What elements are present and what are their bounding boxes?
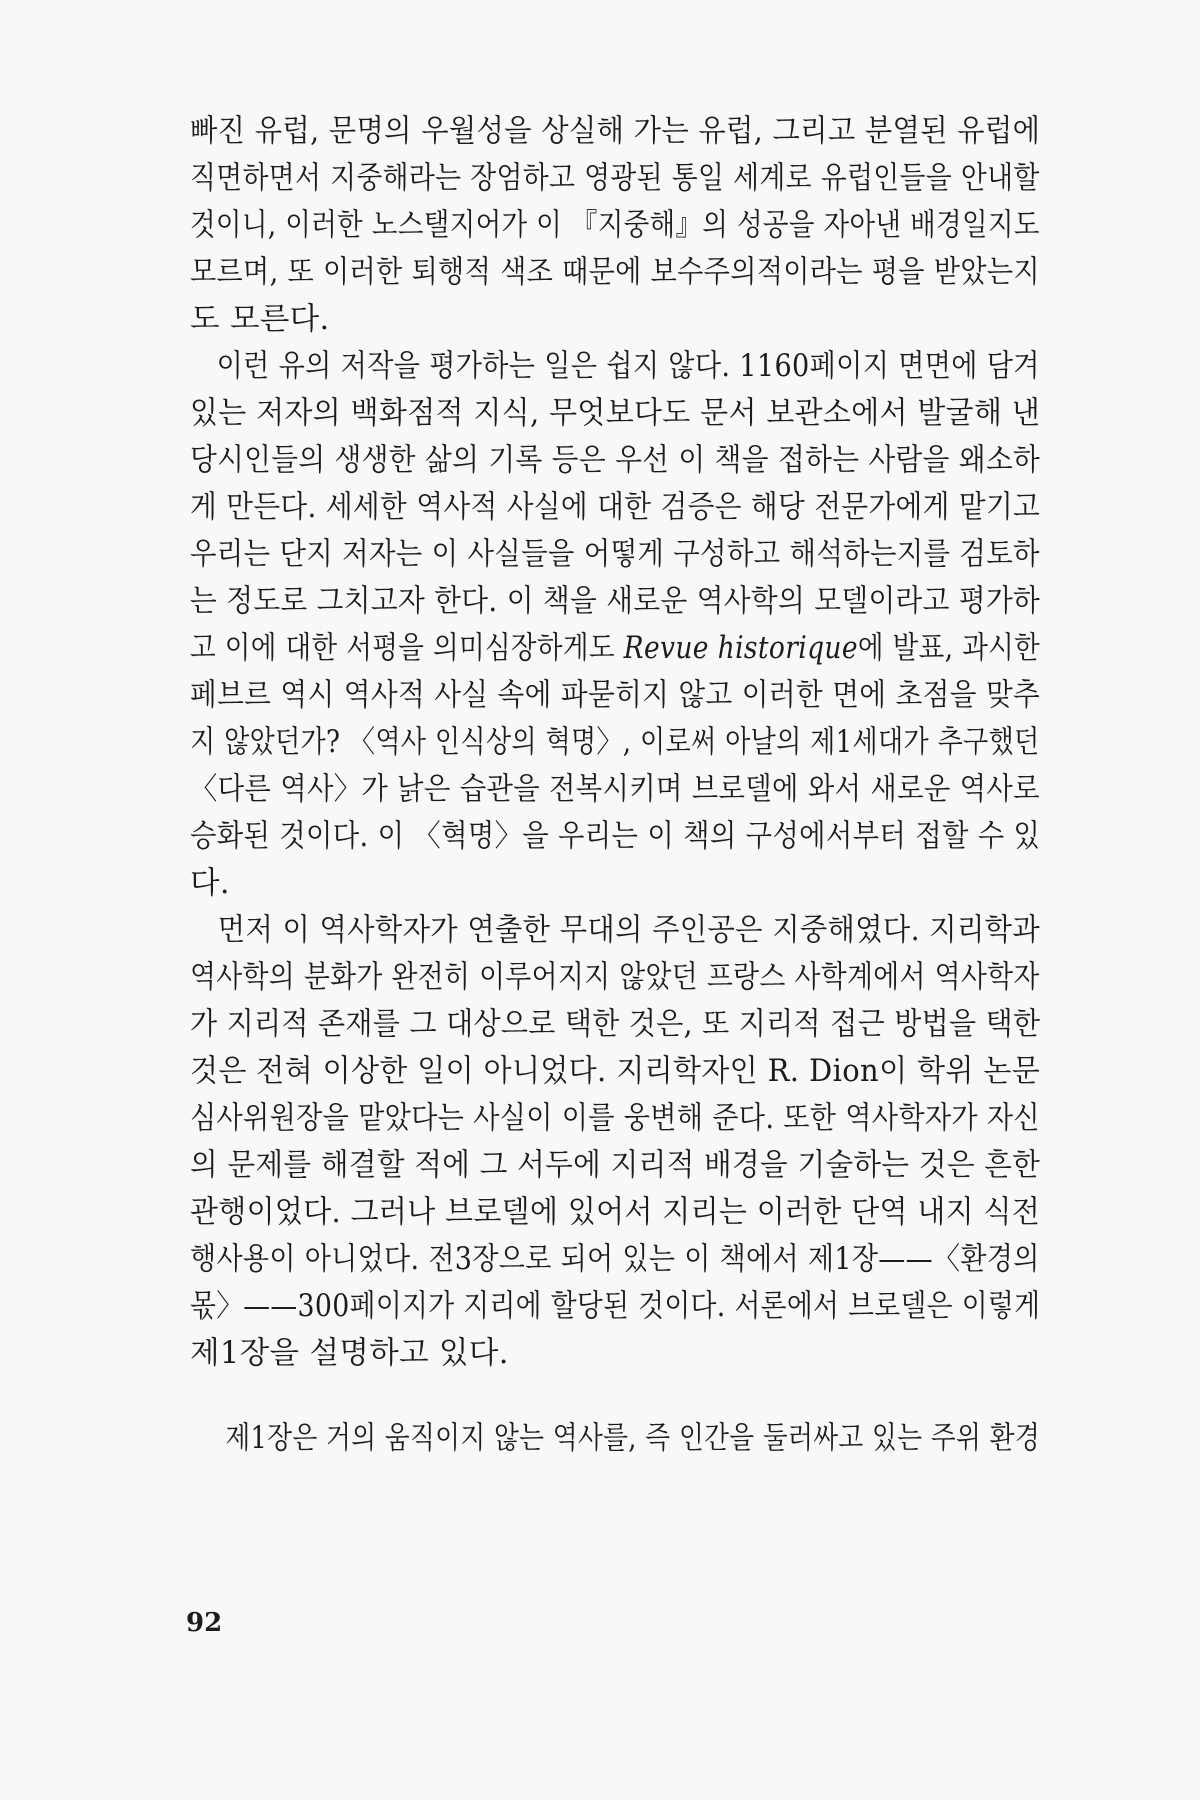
text-line: 다. bbox=[190, 866, 230, 901]
text-line: 〈다른 역사〉가 낡은 습관을 전복시키며 브로델에 와서 새로운 역사로 bbox=[190, 772, 1040, 807]
text-line: 이런 유의 저작을 평가하는 일은 쉽지 않다. 1160페이지 면면에 담겨 bbox=[216, 349, 1040, 384]
text-line: 관행이었다. 그러나 브로델에 있어서 지리는 이러한 단역 내지 식전 bbox=[190, 1195, 1041, 1230]
text-line: 우리는 단지 저자는 이 사실들을 어떻게 구성하고 해석하는지를 검토하 bbox=[190, 537, 1040, 572]
paragraph-2 bbox=[190, 343, 1040, 907]
text-line: 심사위원장을 맡았다는 사실이 이를 웅변해 준다. 또한 역사학자가 자신 bbox=[190, 1101, 1040, 1136]
text-line: 역사학의 분화가 완전히 이루어지지 않았던 프랑스 사학계에서 역사학자 bbox=[190, 960, 1040, 995]
text-line: 직면하면서 지중해라는 장엄하고 영광된 통일 세계로 유럽인들을 안내할 bbox=[190, 161, 1040, 196]
text-line: 제1장을 설명하고 있다. bbox=[190, 1336, 509, 1371]
text-segment: 에 발표, 과시한 bbox=[857, 631, 1041, 666]
text-line: 행사용이 아니었다. 전3장으로 되어 있는 이 책에서 제1장——〈환경의 bbox=[190, 1242, 1040, 1277]
journal-title: Revue historique bbox=[623, 631, 858, 666]
text-line: 빠진 유럽, 문명의 우월성을 상실해 가는 유럽, 그리고 분열된 유럽에 bbox=[190, 114, 1041, 149]
text-segment: 고 이에 대한 서평을 의미심장하게도 bbox=[190, 631, 615, 666]
paragraph-1 bbox=[190, 108, 1040, 343]
text-line: 당시인들의 생생한 삶의 기록 등은 우선 이 책을 접하는 사람을 왜소하 bbox=[190, 443, 1041, 478]
text-line: 것이니, 이러한 노스탤지어가 이 『지중해』의 성공을 자아낸 배경일지도 bbox=[190, 208, 1040, 243]
text-line: 가 지리적 존재를 그 대상으로 택한 것은, 또 지리적 접근 방법을 택한 bbox=[190, 1007, 1041, 1042]
page-number: 92 bbox=[186, 1608, 223, 1638]
text-line: 모르며, 또 이러한 퇴행적 색조 때문에 보수주의적이라는 평을 받았는지 bbox=[190, 255, 1040, 290]
paragraph-3 bbox=[190, 907, 1040, 1377]
text-line: 것은 전혀 이상한 일이 아니었다. 지리학자인 R. Dion이 학위 논문 bbox=[190, 1054, 1041, 1089]
text-line: 페브르 역시 역사적 사실 속에 파묻히지 않고 이러한 면에 초점을 맞추 bbox=[190, 678, 1041, 713]
text-line: 게 만든다. 세세한 역사적 사실에 대한 검증은 해당 전문가에게 맡기고 bbox=[190, 490, 1041, 525]
text-line: 제1장은 거의 움직이지 않는 역사를, 즉 인간을 둘러싸고 있는 주위 환경 bbox=[225, 1421, 1040, 1456]
text-line: 승화된 것이다. 이 〈혁명〉을 우리는 이 책의 구성에서부터 접할 수 있 bbox=[190, 819, 1041, 854]
block-spacer bbox=[190, 1377, 1040, 1415]
text-line: 도 모른다. bbox=[190, 302, 330, 337]
body-text bbox=[190, 108, 1040, 1462]
text-line: 는 정도로 그치고자 한다. 이 책을 새로운 역사학의 모델이라고 평가하 bbox=[190, 584, 1041, 619]
text-line: 먼저 이 역사학자가 연출한 무대의 주인공은 지중해였다. 지리학과 bbox=[217, 913, 1041, 948]
text-line: 있는 저자의 백화점적 지식, 무엇보다도 문서 보관소에서 발굴해 낸 bbox=[190, 396, 1041, 431]
text-line: 의 문제를 해결할 적에 그 서두에 지리적 배경을 기술하는 것은 흔한 bbox=[190, 1148, 1041, 1183]
text-line: 몫〉——300페이지가 지리에 할당된 것이다. 서론에서 브로델은 이렇게 bbox=[190, 1289, 1041, 1324]
text-line bbox=[190, 625, 1041, 672]
block-quote bbox=[190, 1415, 1040, 1462]
text-line: 지 않았던가? 〈역사 인식상의 혁명〉, 이로써 아날의 제1세대가 추구했던 bbox=[190, 725, 1040, 760]
